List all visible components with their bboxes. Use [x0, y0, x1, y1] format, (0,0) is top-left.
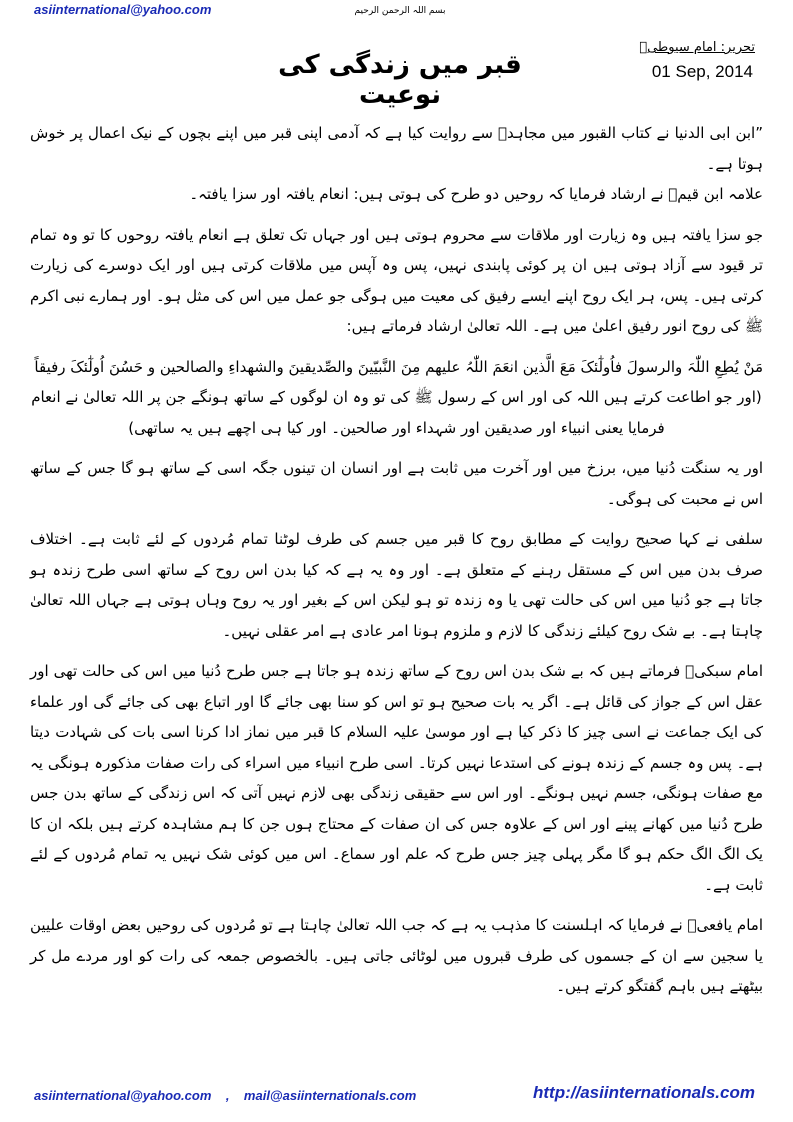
- header-email-link[interactable]: asiinternational@yahoo.com: [34, 2, 212, 17]
- footer-email-2[interactable]: mail@asiinternationals.com: [243, 1088, 417, 1103]
- article-body: [30, 118, 763, 1012]
- paragraph-5: سلفی نے کہا صحیح روایت کے مطابق روح کا قبر میں جسم کی طرف لوٹنا تمام مُردوں کے لئے ثابت ہے۔ اختلاف صرف بدن میں اس کے مستقل رہنے کے متعلق ہے۔ اور وہ یہ ہے کہ کیا بدن اس روح کے ساتھ اسی طرح زندہ ہو جاتا ہے جو دُنیا میں اس کی حالت تھی یا وہ زندہ تو ہو لیکن اس کے بغیر اور یہ روح وہاں ہوتی ہے جہاں اللہ تعالیٰ چاہتا ہے۔ بے شک روح کیلئے زندگی کا لازم و ملزوم ہونا امر عادی ہے امر عقلی نہیں۔: [30, 530, 763, 640]
- paragraph-3: جو سزا یافتہ ہیں وہ زیارت اور ملاقات سے محروم ہوتی ہیں اور جہاں تک تعلق ہے انعام یافتہ روحوں کا تو وہ تمام تر قیود سے آزاد ہوتی ہیں ان پر کوئی پابندی نہیں، پس وہ آپس میں ملاقات کرتی ہیں اور ایک دوسرے کی زیارت کرتی ہیں۔ پس، ہر ایک روح اپنے ایسے رفیق کی معیت میں ہوگی جو عمل میں اس کی مثل ہو۔ اور ہمارے نبی اکرم ﷺ کی روح انور رفیق اعلیٰ میں ہے۔ اللہ تعالیٰ ارشاد فرماتے ہیں:: [30, 225, 763, 335]
- paragraph-2: علامہ ابن قیمؒ نے ارشاد فرمایا کہ روحیں دو طرح کی ہوتی ہیں: انعام یافتہ اور سزا یافتہ۔: [189, 185, 763, 203]
- footer-emails: [34, 1088, 416, 1103]
- footer-separator: ,: [225, 1088, 230, 1103]
- page-title: قبر میں زندگی کی نوعیت: [278, 50, 522, 110]
- paragraph-4: اور یہ سنگت دُنیا میں، برزخ میں اور آخرت میں ثابت ہے اور انسان ان تینوں جگہ اسی کے ساتھ ہو گا جس کے ساتھ اس نے محبت کی ہوگی۔: [30, 459, 763, 508]
- paragraph-6: امام سبکیؒ فرماتے ہیں کہ بے شک بدن اس روح کے ساتھ زندہ ہو جاتا ہے جس طرح دُنیا میں اس کی حالت تھی اور عقل اس کے جواز کی قائل ہے۔ اگر یہ بات صحیح ہو تو اس کو سنا بھی جائے گا اور اتباع بھی کی جائے گی اور علماء کی ایک جماعت نے اسی چیز کا ذکر کیا ہے اور موسیٰ علیہ السلام کا قبر میں نماز ادا کرنا اسی بات کی شہادت دیتا ہے۔ پس وہ جسم کے زندہ ہونے کی استدعا نہیں کرتا۔ اسی طرح انبیاء میں اسراء کی رات صفات مذکورہ ہونگی یہ مع صفات ہونگی، جسم نہیں ہونگے۔ اور اس سے حقیقی زندگی بھی لازم نہیں آتی کہ اس زندگی کے ساتھ بدن جس طرح دُنیا میں کھانے پینے اور اس کے علاوہ جس کی ان صفات کے محتاج ہوں جن کا ہم مشاہدہ کرتے ہیں بلکہ ان کا یک الگ الگ حکم ہو گا مگر پہلی چیز جس طرح کہ علم اور سماع۔ اس میں کوئی شک نہیں یہ تمام مُردوں کے لئے ثابت ہے۔: [30, 662, 763, 894]
- publish-date: 01 Sep, 2014: [651, 62, 753, 81]
- author-byline: تحریر: امام سیوطیؒ: [639, 40, 755, 55]
- footer-website-link[interactable]: http://asiinternationals.com: [533, 1083, 755, 1102]
- footer-email-1[interactable]: asiinternational@yahoo.com: [34, 1088, 212, 1103]
- bismillah-text: بسم اللہ الرحمن الرحیم: [354, 6, 446, 16]
- verse-translation: (اور جو اطاعت کرتے ہیں اللہ کی اور اس کے رسول ﷺ کی تو وہ ان لوگوں کے ساتھ ہونگے جن پر اللہ تعالیٰ نے انعام فرمایا یعنی انبیاء اور صدیقین اور شہداء اور صالحین۔ اور کیا ہی اچھے ہیں یہ ساتھی): [31, 388, 762, 437]
- paragraph-1: ”ابن ابی الدنیا نے کتاب القبور میں مجاہدؒ سے روایت کیا ہے کہ آدمی اپنی قبر میں اپنے بچوں کے نیک اعمال پر خوش ہوتا ہے۔: [30, 124, 763, 173]
- quran-verse: مَنْ یُطِعِ اللّٰہَ والرسولَ فاُولٰٓئکَ مَعَ الَّذین انعَمَ اللّٰہُ علیھم مِنَ النَّبیّینَ والصِّدیقینَ والشھداءِ والصالحین و حَسُنَ اُولٰٓئکَ رفیقاً: [34, 357, 763, 376]
- paragraph-7: امام یافعیؒ نے فرمایا کہ اہلسنت کا مذہب یہ ہے کہ جب اللہ تعالیٰ چاہتا ہے تو مُردوں کی روحیں بعض اوقات علیین یا سجین سے ان کے جسموں کی طرف قبروں میں لوٹائی جاتی ہیں۔ بالخصوص جمعہ کی رات کو اور مردے مل کر بیٹھتے ہیں باہم گفتگو کرتے ہیں۔: [30, 916, 763, 995]
